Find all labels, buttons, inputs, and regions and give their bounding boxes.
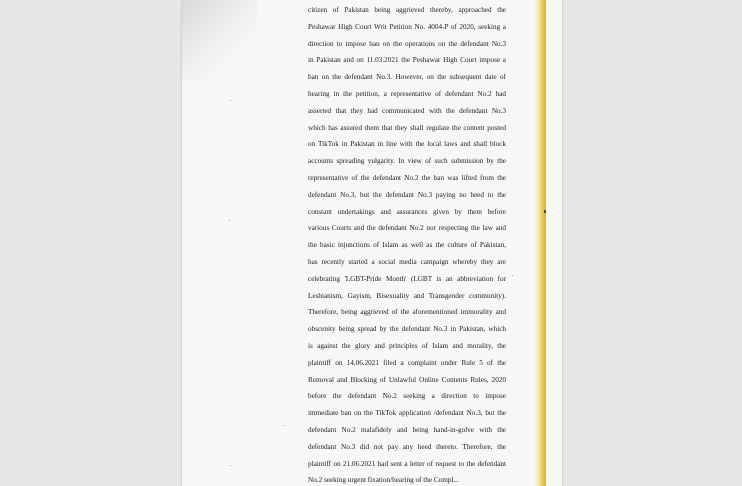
document-page	[182, 0, 562, 486]
text-line: in Pakistan and on 11.03.2021 the Peshawar High Court impose a	[308, 56, 506, 65]
text-line: various Courts and the defendant No.2 nor respecting the law and	[308, 224, 506, 233]
text-line: representative of the defendant No.2 the ban was lifted from the	[308, 173, 506, 182]
scan-speck	[229, 220, 230, 221]
page-edge-highlight	[534, 0, 546, 486]
text-line: Therefore, being aggrieved of the aforementioned immorality and	[308, 308, 506, 317]
text-line: immediate ban on the TikTok application /defendant No.3, but the	[308, 409, 506, 418]
page-edge-margin	[546, 0, 562, 486]
text-line: which has assured them that they shall regulate the content posted	[308, 123, 506, 132]
text-line: direction to impose ban on the operations on the defendant No.3	[308, 39, 506, 48]
text-line: defendant No.3 did not pay any heed thereto. Therefore, the	[308, 442, 506, 451]
text-line: plaintiff on 21.06.2021 had sent a letter of request to the defendant	[308, 459, 506, 468]
text-line: is against the glory and principles of Islam and morality, the	[308, 341, 506, 350]
text-line: obscenity being spread by the defendant No.3 in Pakistan, which	[308, 325, 506, 334]
text-line: Lesbianism, Gayism, Bisexuality and Transgender community).	[308, 291, 506, 300]
scan-speck	[544, 210, 546, 213]
text-line: citizen of Pakistan being aggrieved thereby, approached the	[308, 6, 506, 14]
text-line: constant undertakings and assurances given by them before	[308, 207, 506, 216]
text-line: defendant No.3, but the defendant No.3 paying no heed to the	[308, 190, 506, 199]
text-line: plaintiff on 14.06.2021 filed a complaint under Rule 5 of the	[308, 358, 506, 367]
text-line: accounts spreading vulgarity. In view of such submission by the	[308, 157, 506, 166]
text-line: on TikTok in Pakistan in line with the local laws and shall block	[308, 140, 506, 149]
page-fold-shadow	[182, 0, 257, 80]
scan-speck	[230, 465, 231, 466]
text-line: No.2 seeking urgent fixation/hearing of the Compl...	[308, 476, 459, 485]
scan-speck	[512, 275, 513, 276]
scan-speck	[230, 100, 231, 101]
text-line: hearing in the petition, a representative of defendant No.2 had	[308, 89, 506, 98]
document-text	[308, 2, 506, 486]
scan-speck	[283, 425, 284, 426]
text-line: asserted that they had communicated with the defendant No.3	[308, 106, 506, 115]
text-line: celebrating 'LGBT-Pride Month' (LGBT is an abbreviation for	[308, 274, 506, 283]
text-line: Peshawar High Court Writ Petition No. 4004-P of 2020, seeking a	[308, 22, 506, 31]
text-line: ban on the defendant No.3. However, on the subsequent date of	[308, 73, 506, 82]
text-line: before the defendant No.2 seeking a direction to impose	[308, 392, 506, 401]
text-line: the basic injunctions of Islam as well as the culture of Pakistan,	[308, 241, 506, 250]
text-line: defendant No.2 malafidely and being hand-in-golve with the	[308, 425, 506, 434]
text-line: Removal and Blocking of Unlawful Online Contents Rules, 2020	[308, 375, 506, 384]
text-line: has recently started a social media campaign whereby they are	[308, 257, 506, 266]
